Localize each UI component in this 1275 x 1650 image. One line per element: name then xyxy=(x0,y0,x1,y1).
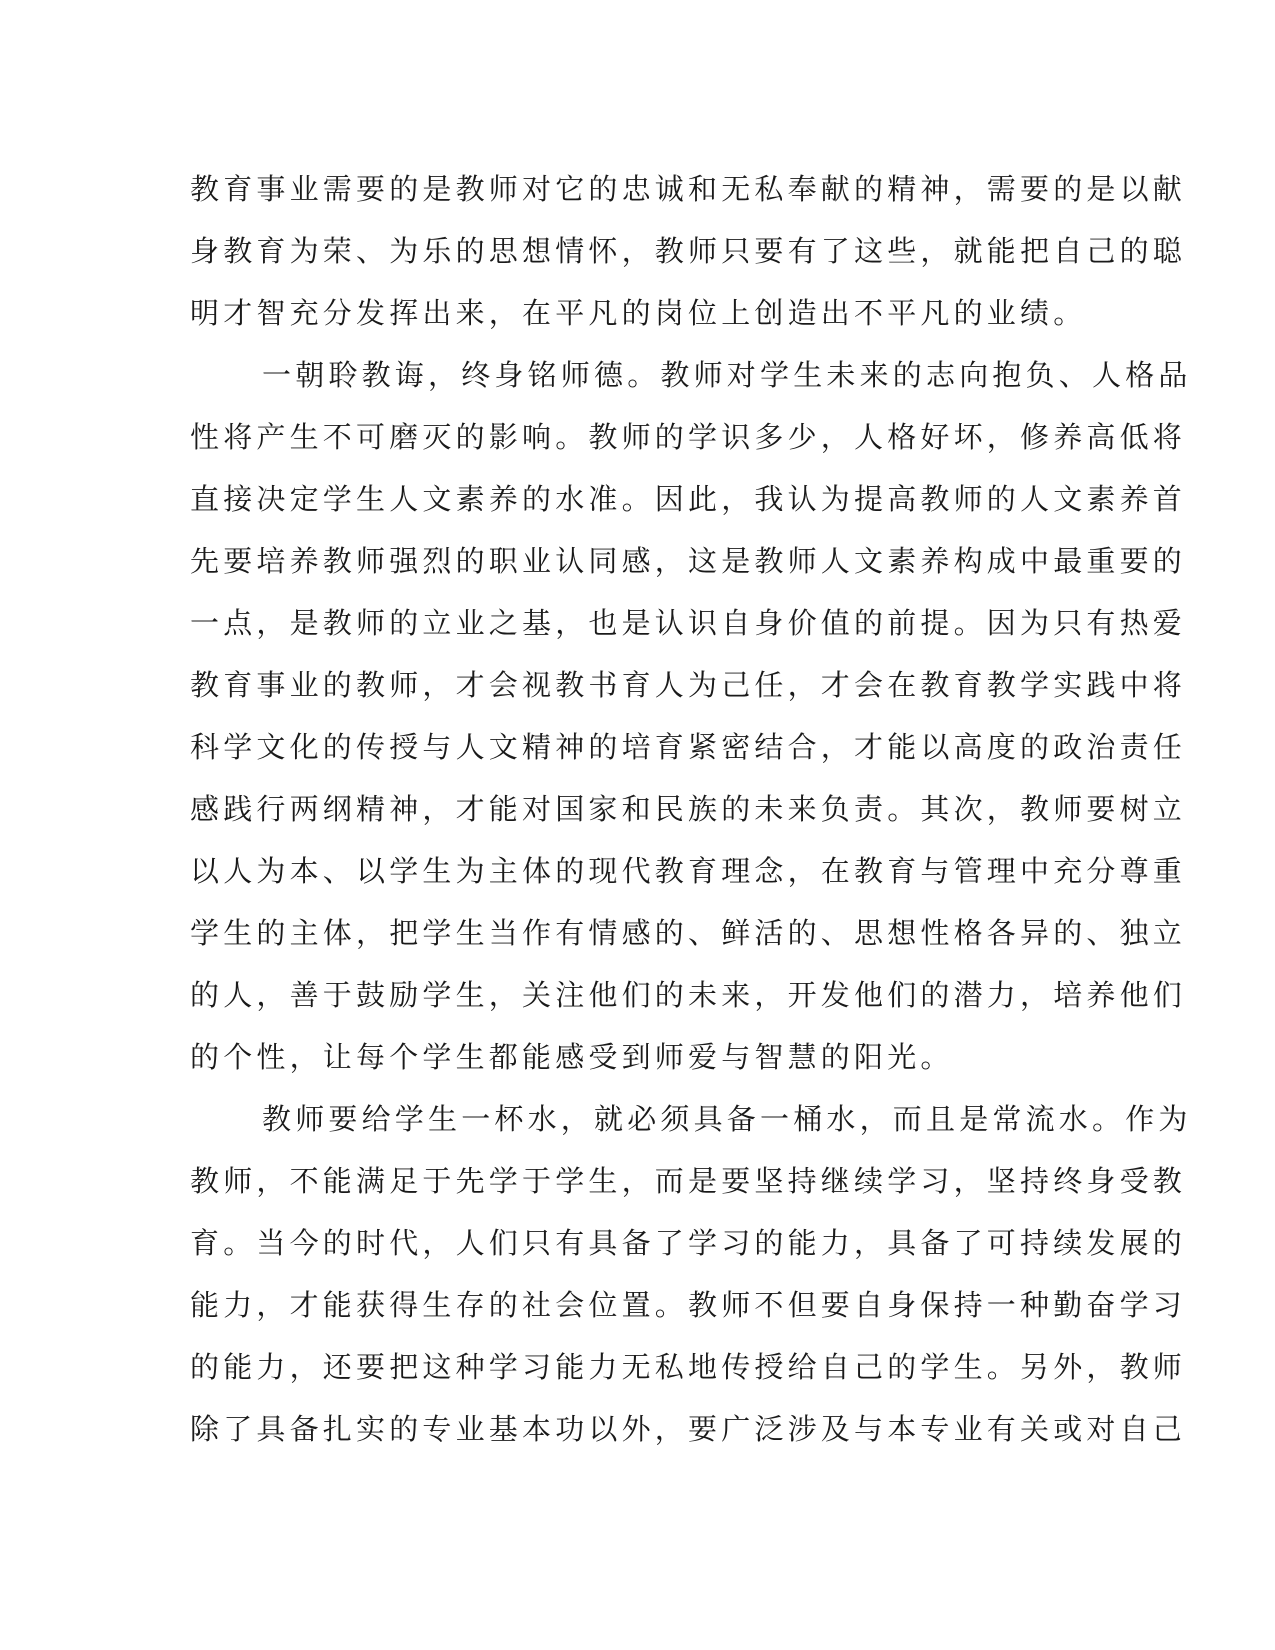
text-line: 科学文化的传授与人文精神的培育紧密结合，才能以高度的政治责任 xyxy=(190,730,1187,764)
text-line: 教师要给学生一杯水，就必须具备一桶水，而且是常流水。作为 xyxy=(262,1102,1192,1136)
text-line: 明才智充分发挥出来，在平凡的岗位上创造出不平凡的业绩。 xyxy=(190,296,1087,330)
text-line: 直接决定学生人文素养的水准。因此，我认为提高教师的人文素养首 xyxy=(190,482,1187,516)
text-line: 性将产生不可磨灭的影响。教师的学识多少，人格好坏，修养高低将 xyxy=(190,420,1187,454)
text-line: 教育事业需要的是教师对它的忠诚和无私奉献的精神，需要的是以献 xyxy=(190,172,1187,206)
text-line: 的人，善于鼓励学生，关注他们的未来，开发他们的潜力，培养他们 xyxy=(190,978,1187,1012)
text-line: 的个性，让每个学生都能感受到师爱与智慧的阳光。 xyxy=(190,1040,954,1074)
body-text xyxy=(190,158,1192,1460)
text-line: 身教育为荣、为乐的思想情怀，教师只要有了这些，就能把自己的聪 xyxy=(190,234,1187,268)
text-line: 以人为本、以学生为主体的现代教育理念，在教育与管理中充分尊重 xyxy=(190,854,1187,888)
text-line: 学生的主体，把学生当作有情感的、鲜活的、思想性格各异的、独立 xyxy=(190,916,1187,950)
text-line: 育。当今的时代，人们只有具备了学习的能力，具备了可持续发展的 xyxy=(190,1226,1187,1260)
text-line: 的能力，还要把这种学习能力无私地传授给自己的学生。另外，教师 xyxy=(190,1350,1187,1384)
text-line: 一朝聆教诲，终身铭师德。教师对学生未来的志向抱负、人格品 xyxy=(262,358,1192,392)
text-line: 教师，不能满足于先学于学生，而是要坚持继续学习，坚持终身受教 xyxy=(190,1164,1187,1198)
text-line: 除了具备扎实的专业基本功以外，要广泛涉及与本专业有关或对自己 xyxy=(190,1412,1187,1446)
text-line: 教育事业的教师，才会视教书育人为己任，才会在教育教学实践中将 xyxy=(190,668,1187,702)
text-line: 感践行两纲精神，才能对国家和民族的未来负责。其次，教师要树立 xyxy=(190,792,1187,826)
text-line: 一点，是教师的立业之基，也是认识自身价值的前提。因为只有热爱 xyxy=(190,606,1187,640)
text-line: 先要培养教师强烈的职业认同感，这是教师人文素养构成中最重要的 xyxy=(190,544,1187,578)
text-line: 能力，才能获得生存的社会位置。教师不但要自身保持一种勤奋学习 xyxy=(190,1288,1187,1322)
